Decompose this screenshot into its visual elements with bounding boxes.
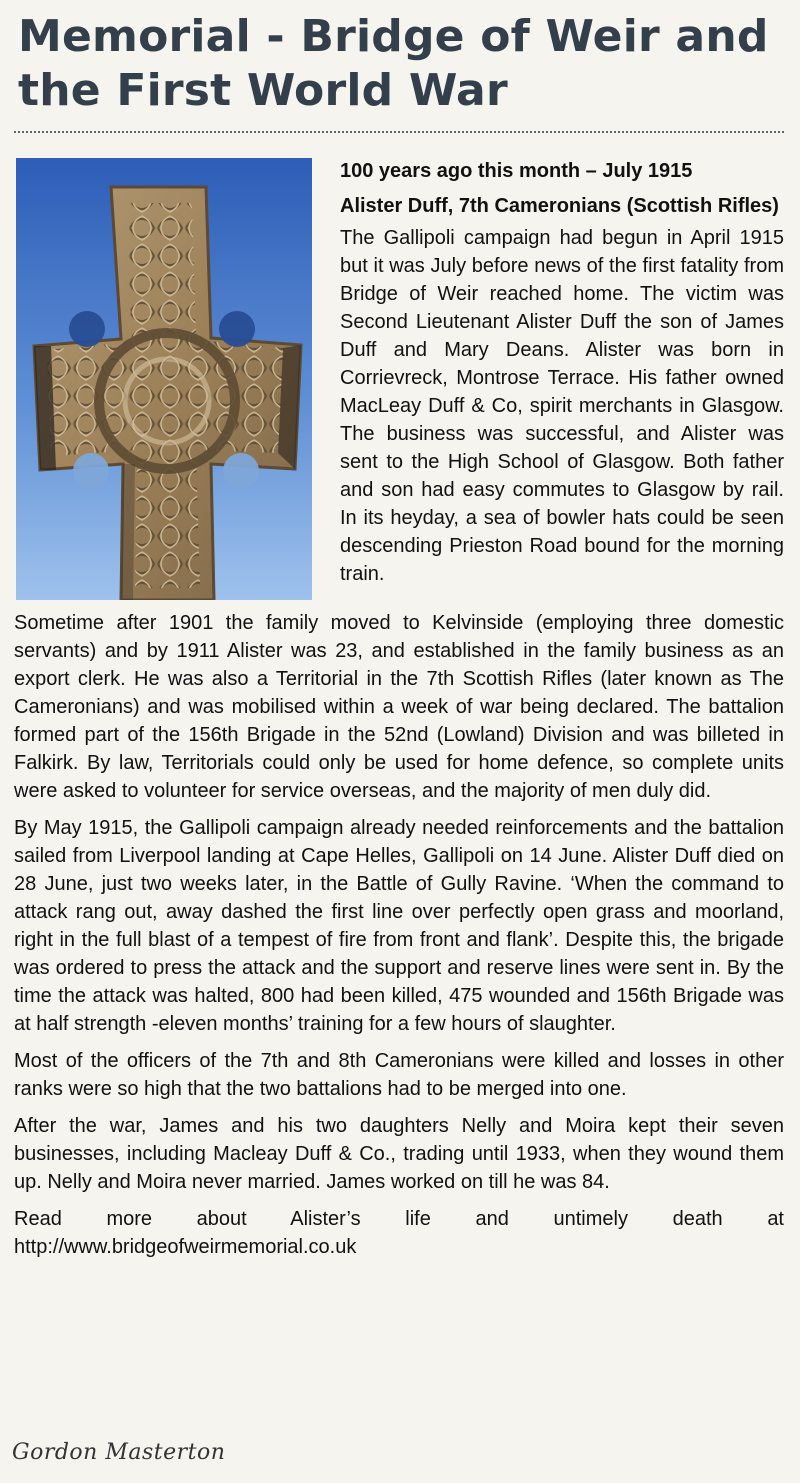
title-line-2: the First World War: [18, 65, 508, 116]
title-line-1: Memorial - Bridge of Weir and: [18, 11, 769, 62]
section-heading-date: 100 years ago this month – July 1915: [340, 160, 693, 182]
paragraph-4: Most of the officers of the 7th and 8th Cameronians were killed and losses in other ranks were so high that the two battalions had to be merged into one.: [14, 1050, 784, 1100]
title-divider: [14, 131, 784, 133]
article-title: [18, 10, 784, 118]
paragraph-6: Read more about Alister’s life and untimely death at http://www.bridgeofweirmemorial.co.uk: [14, 1208, 784, 1258]
celtic-cross-image: [16, 158, 312, 600]
section-heading-name: Alister Duff, 7th Cameronians (Scottish Rifles): [340, 195, 779, 217]
paragraph-1: The Gallipoli campaign had begun in April 1915 but it was July before news of the first fatality from Bridge of Weir reached home. The victim was Second Lieutenant Alister Duff the son of James Duff and Mary Deans. Alister was born in Corrievreck, Montrose Terrace. His father owned MacLeay Duff & Co, spirit merchants in Glasgow. The business was successful, and Alister was sent to the High School of Glasgow. Both father and son had easy commutes to Glasgow by rail. In its heyday, a sea of bowler hats could be seen descending Prieston Road bound for the morning train.: [340, 227, 784, 585]
paragraph-2: Sometime after 1901 the family moved to Kelvinside (employing three domestic servants) and by 1911 Alister was 23, and established in the family business as an export clerk. He was also a Territorial in the 7th Scottish Rifles (later known as The Cameronians) and was mobilised within a week of war being declared. The battalion formed part of the 156th Brigade in the 52nd (Lowland) Division and was billeted in Falkirk. By law, Territorials could only be used for home defence, so complete units were asked to volunteer for service overseas, and the majority of men duly did.: [14, 612, 784, 802]
author-signature: Gordon Masterton: [12, 1440, 226, 1465]
paragraph-3: By May 1915, the Gallipoli campaign already needed reinforcements and the battalion sailed from Liverpool landing at Cape Helles, Gallipoli on 14 June. Alister Duff died on 28 June, just two weeks later, in the Battle of Gully Ravine. ‘When the command to attack rang out, away dashed the first line over perfectly open grass and moorland, right in the full blast of a tempest of fire from front and flank’. Despite this, the brigade was ordered to press the attack and the support and reserve lines were sent in. By the time the attack was halted, 800 had been killed, 475 wounded and 156th Brigade was at half strength -eleven months’ training for a few hours of slaughter.: [14, 817, 784, 1035]
lead-section: [14, 158, 784, 600]
paragraph-5: After the war, James and his two daughters Nelly and Moira kept their seven businesses, including Macleay Duff & Co., trading until 1933, when they wound them up. Nelly and Moira never married. James worked on till he was 84.: [14, 1115, 784, 1193]
